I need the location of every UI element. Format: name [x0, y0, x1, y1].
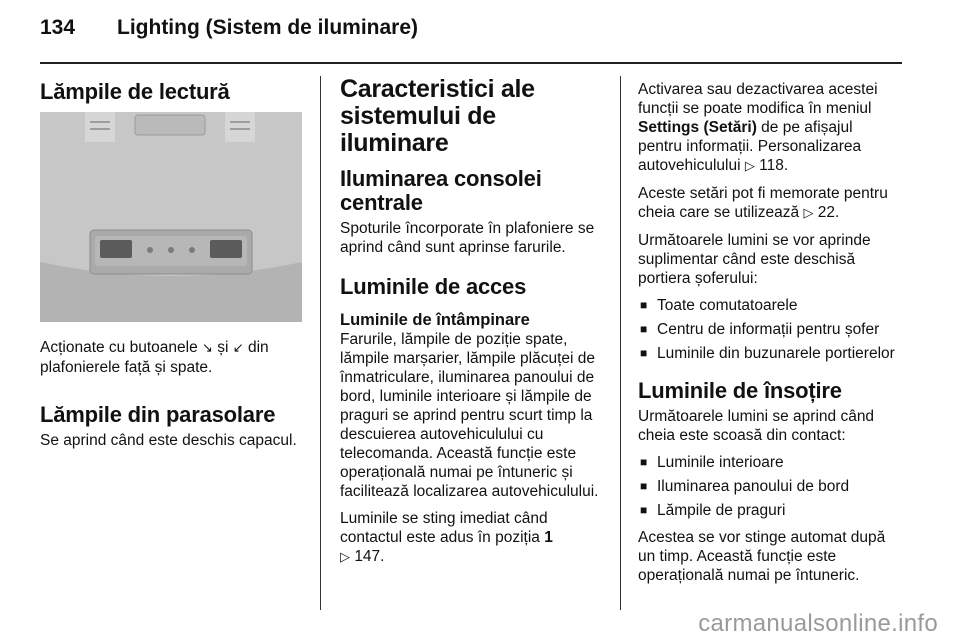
column-divider [620, 76, 621, 610]
reading-lamp-icon: ↙ [232, 341, 244, 356]
driver-door-lights-list [638, 296, 900, 363]
list-item: ■ Luminile din buzunarele portierelor [638, 344, 900, 363]
list-item: ■ Centru de informații pentru șofer [638, 320, 900, 339]
exit-lighting-text: Următoarele lumini se aprind când cheia este scoasă din contact: [638, 408, 875, 444]
reading-lamp-icon: ↘ [202, 341, 213, 356]
list-item: ■ Iluminarea panoului de bord [638, 477, 900, 496]
ceiling-lamp-photo [40, 112, 302, 322]
left-column-text [40, 338, 310, 458]
exit-lights-list [638, 453, 900, 520]
ceiling-lamp-illustration [40, 112, 302, 322]
visor-lamps-text: Se aprind când este deschis capacul. [40, 432, 297, 449]
key-memory-text: Aceste setări pot fi memorate pentru cheia care se utilizează ▷ 22. [638, 185, 888, 221]
heading-lighting-features: Caracteristici ale sistemului de iluminare [340, 75, 535, 157]
heading-console-lighting: Iluminarea consolei centrale [340, 166, 542, 215]
driver-door-text: Următoarele lumini se vor aprinde suplimentar când este deschisă portiera șoferului: [638, 232, 871, 287]
right-column [638, 80, 900, 593]
header-rule [40, 62, 902, 64]
reference-arrow-icon: ▷ [340, 550, 350, 565]
reading-lamps-text: Acționate cu butoanele ↘ și ↙ din plafonierele față și spate. [40, 339, 269, 376]
heading-visor-lamps: Lămpile din parasolare [40, 402, 276, 427]
watermark: carmanualsonline.info [698, 610, 938, 637]
list-item: ■ Lămpile de praguri [638, 501, 900, 520]
heading-entry-lighting: Luminile de acces [340, 274, 527, 299]
left-column [40, 80, 302, 104]
list-item: ■ Luminile interioare [638, 453, 900, 472]
list-item: ■ Toate comutatoarele [638, 296, 900, 315]
lights-off-text: Luminile se sting imediat când contactul este adus în poziția 1 ▷ 147. [340, 510, 553, 565]
reference-arrow-icon: ▷ [803, 206, 814, 221]
console-lighting-text: Spoturile încorporate în plafoniere se aprind când sunt aprinse farurile. [340, 220, 595, 256]
heading-exit-lighting: Luminile de însoțire [638, 378, 842, 403]
welcome-lighting-text: Farurile, lămpile de poziție spate, lămpile marșarier, lămpile plăcuței de înmatriculare, iluminarea panoului de bord, luminile interioare și lămpile de praguri se aprind pentru scurt timp la descuierea autovehiculului cu telecomanda. Această funcție este operațională numai pe întuneric și facilitează localizarea autovehiculului. [340, 331, 599, 500]
column-divider [320, 76, 321, 610]
heading-welcome-lighting: Luminile de întâmpinare [340, 311, 530, 329]
reference-arrow-icon: ▷ [744, 159, 755, 174]
settings-text: Activarea sau dezactivarea acestei funcții se poate modifica în meniul Settings (Setări) de pe afișajul pentru informații. Personalizarea autovehiculului ▷ 118. [638, 81, 878, 174]
page-title: Lighting (Sistem de iluminare) [117, 16, 419, 39]
heading-reading-lamps: Lămpile de lectură [40, 79, 230, 104]
middle-column [340, 76, 604, 575]
auto-off-text: Acestea se vor stinge automat după un timp. Această funcție este operațională numai pe întuneric. [638, 529, 886, 584]
page-number: 134 [40, 16, 76, 39]
